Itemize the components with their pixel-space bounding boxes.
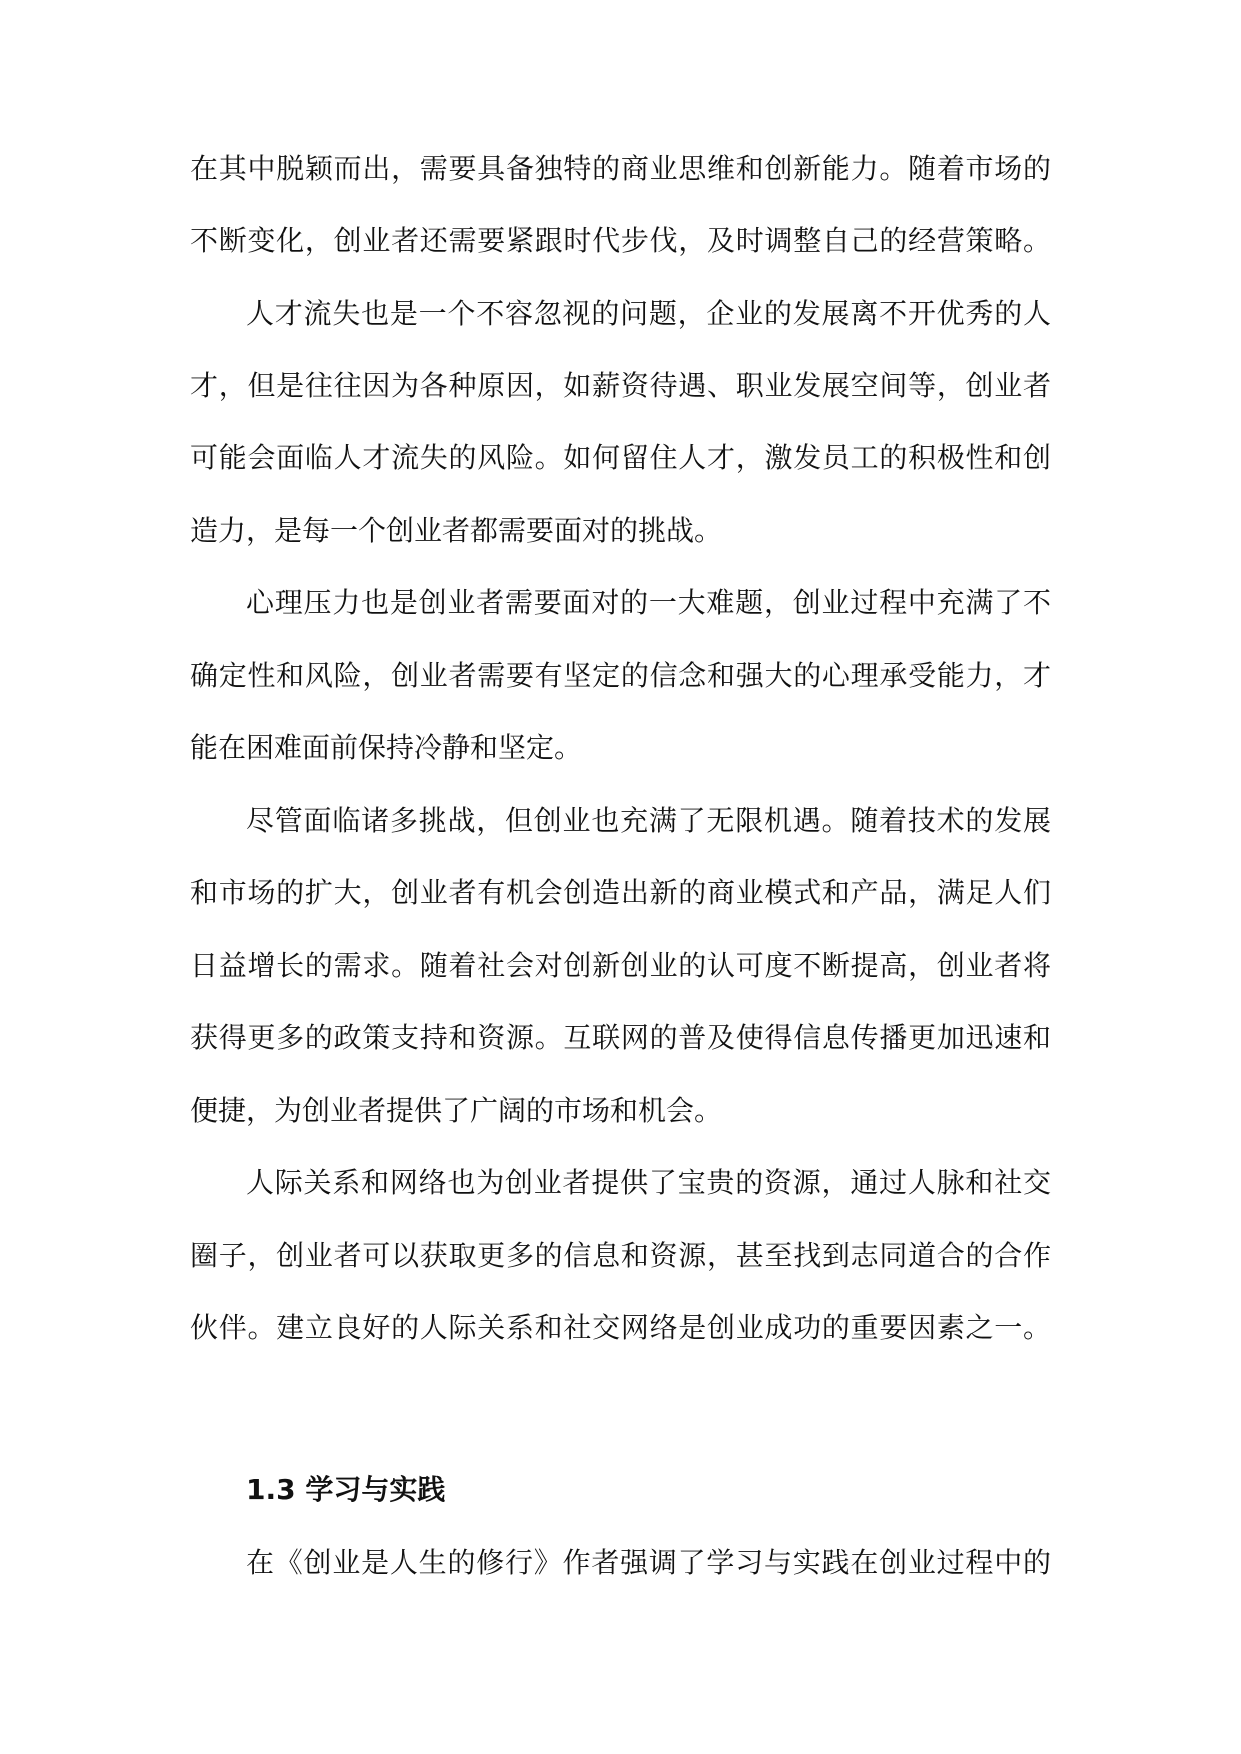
paragraph-line: 才，但是往往因为各种原因，如薪资待遇、职业发展空间等，创业者 xyxy=(190,369,1051,402)
paragraph-line: 获得更多的政策支持和资源。互联网的普及使得信息传播更加迅速和 xyxy=(190,1021,1051,1054)
paragraph-line: 在《创业是人生的修行》作者强调了学习与实践在创业过程中的 xyxy=(246,1546,1051,1579)
paragraph-line: 造力，是每一个创业者都需要面对的挑战。 xyxy=(190,514,723,547)
paragraph-line: 确定性和风险，创业者需要有坚定的信念和强大的心理承受能力，才 xyxy=(190,659,1051,692)
paragraph-line: 便捷，为创业者提供了广阔的市场和机会。 xyxy=(190,1094,723,1127)
paragraph-line: 可能会面临人才流失的风险。如何留住人才，激发员工的积极性和创 xyxy=(190,441,1051,474)
paragraph-line: 不断变化，创业者还需要紧跟时代步伐，及时调整自己的经营策略。 xyxy=(190,224,1051,257)
paragraph-line: 伙伴。建立良好的人际关系和社交网络是创业成功的重要因素之一。 xyxy=(190,1311,1051,1344)
paragraph-line: 人际关系和网络也为创业者提供了宝贵的资源，通过人脉和社交 xyxy=(246,1166,1051,1199)
paragraph-line: 在其中脱颖而出，需要具备独特的商业思维和创新能力。随着市场的 xyxy=(190,152,1051,185)
paragraph-line: 圈子，创业者可以获取更多的信息和资源，甚至找到志同道合的合作 xyxy=(190,1239,1051,1272)
paragraph-line: 尽管面临诸多挑战，但创业也充满了无限机遇。随着技术的发展 xyxy=(246,804,1051,837)
paragraph-line: 和市场的扩大，创业者有机会创造出新的商业模式和产品，满足人们 xyxy=(190,876,1051,909)
paragraph-line: 心理压力也是创业者需要面对的一大难题，创业过程中充满了不 xyxy=(246,586,1051,619)
paragraph-line: 日益增长的需求。随着社会对创新创业的认可度不断提高，创业者将 xyxy=(190,949,1051,982)
section-heading: 1.3 学习与实践 xyxy=(246,1473,446,1506)
paragraph-line: 人才流失也是一个不容忽视的问题，企业的发展离不开优秀的人 xyxy=(246,297,1051,330)
paragraph-line: 能在困难面前保持冷静和坚定。 xyxy=(190,731,583,764)
